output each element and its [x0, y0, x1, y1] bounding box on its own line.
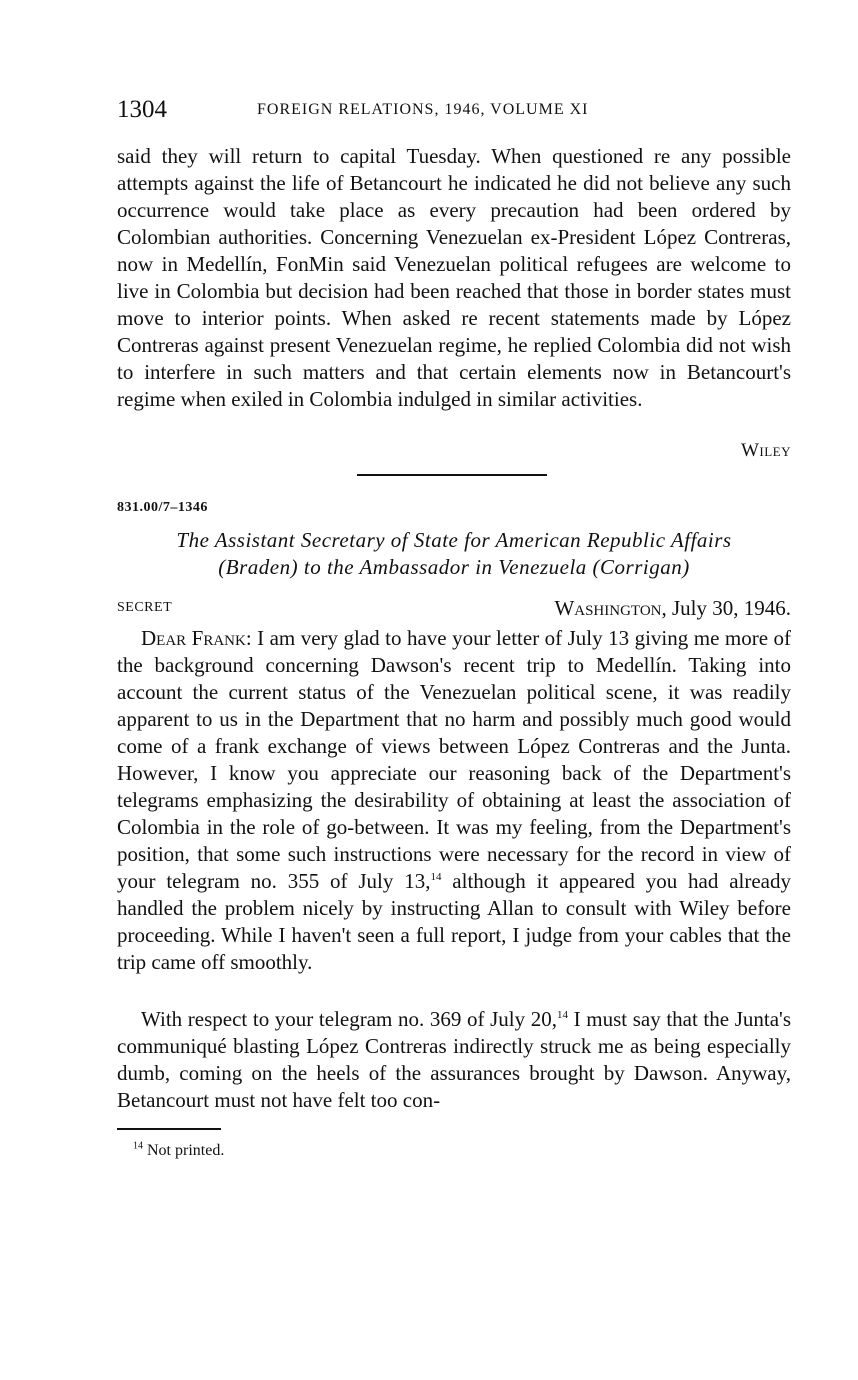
footnote — [133, 1142, 224, 1160]
letter-paragraph-1-text-a: : I am very glad to have your letter of July 13 giving me more of the background concerning Dawson's recent trip to Medellín. Taking into account the current status of the Venezuelan political scene, it was readily apparent to us in the Department that no harm and possibly much good would come of a frank exchange of views between López Contreras and the Junta. However, I know you appreciate our reasoning back of the Department's telegrams emphasizing the desirability of obtaining at least the association of Colombia in the role of go-between. It was my feeling, from the Department's position, that some such instructions were necessary for the record in view of your telegram no. 355 of July 13, — [117, 626, 791, 893]
page-header — [117, 96, 791, 128]
footnote-divider — [117, 1128, 221, 1130]
footnote-text: Not printed. — [143, 1142, 225, 1159]
letter-paragraph-2 — [117, 1006, 791, 1114]
document-title-line-2: (Braden) to the Ambassador in Venezuela (Corrigan) — [218, 555, 690, 579]
letter-paragraph-2-text-b: I must say that the Junta's communiqué blasting López Contreras indirectly struck me as being especially dumb, coming on the heels of the assurances brought by Dawson. Anyway, Betancourt must not have felt too con- — [117, 1007, 791, 1112]
letter-paragraph-1-text-b: although it appeared you had already handled the problem nicely by instructing Allan to consult with Wiley before proceeding. While I haven't seen a full report, I judge from your cables that the trip came off smoothly. — [117, 869, 791, 974]
letter-paragraph-2-text-a: With respect to your telegram no. 369 of July 20, — [141, 1007, 557, 1031]
footnote-reference: 14 — [557, 1009, 568, 1021]
page-number: 1304 — [117, 96, 167, 123]
dateline — [554, 596, 791, 621]
section-divider — [357, 474, 547, 476]
continued-telegram-paragraph: said they will return to capital Tuesday. When questioned re any possible attempts against the life of Betancourt he indicated he did not believe any such occurrence would take place as every precaution had been ordered by Colombian authorities. Concerning Venezuelan ex-President López Contreras, now in Medellín, FonMin said Venezuelan political refugees are welcome to live in Colombia but decision had been reached that those in border states must move to interior points. When asked re recent statements made by López Contreras against present Venezuelan regime, he replied Colombia did not wish to interfere in such matters and that certain elements now in Betancourt's regime when exiled in Colombia indulged in similar activities. — [117, 144, 791, 411]
dateline-place: Washington, — [554, 596, 667, 620]
letter-paragraph-1 — [117, 625, 791, 976]
footnote-reference: 14 — [430, 871, 442, 883]
footnote-mark: 14 — [133, 1140, 143, 1152]
salutation: Dear Frank — [141, 626, 246, 650]
classification-label: SECRET — [117, 600, 173, 615]
document-title-line-1: The Assistant Secretary of State for American Republic Affairs — [176, 528, 732, 552]
dateline-date: July 30, 1946. — [666, 596, 791, 620]
signature: Wiley — [740, 440, 791, 461]
running-head: FOREIGN RELATIONS, 1946, VOLUME XI — [257, 101, 589, 118]
file-number: 831.00/7–1346 — [117, 500, 208, 515]
document-title — [117, 527, 791, 581]
